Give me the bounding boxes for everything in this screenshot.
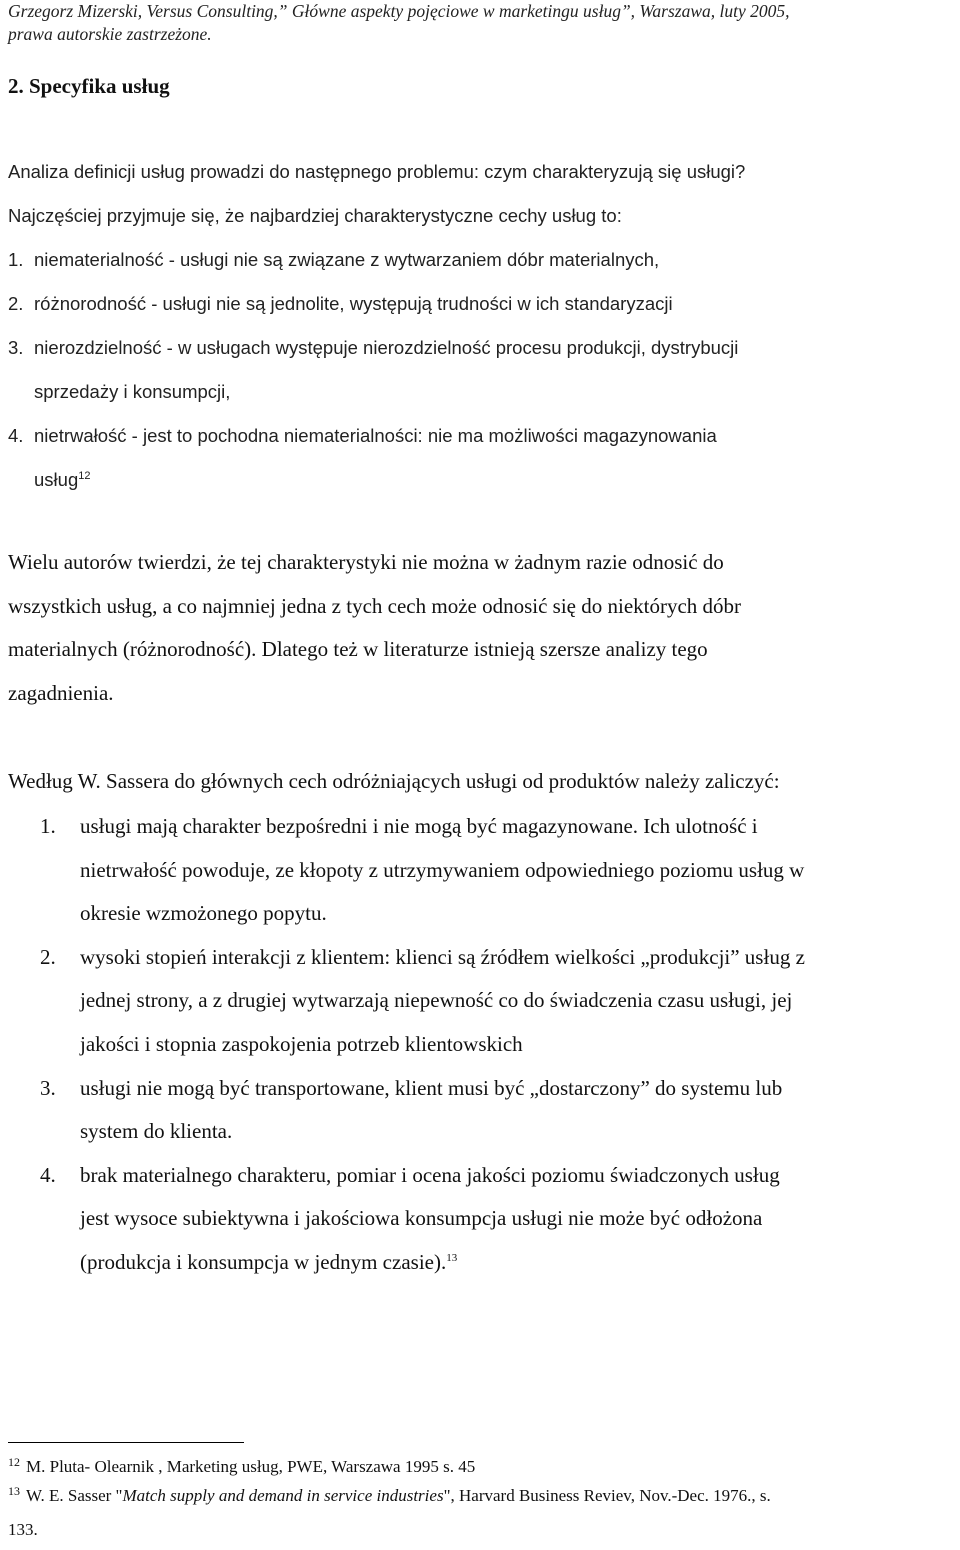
footnote-12 [8, 1452, 958, 1481]
paragraph-line: materialnych (różnorodność). Dlatego też w literaturze istnieją szersze analizy tego [8, 637, 708, 661]
sasser-item-number: 2. [40, 944, 56, 969]
footnote-text: M. Pluta- Olearnik , Marketing usług, PWE, Warszawa 1995 s. 45 [26, 1457, 476, 1476]
sasser-item-text: jakości i stopnia zaspokojenia potrzeb klientowskich [80, 1031, 523, 1056]
sasser-item-3 [8, 1072, 953, 1159]
sasser-item-text: usługi nie mogą być transportowane, klient musi być „dostarczony” do systemu lub [80, 1075, 783, 1100]
feature-text: sprzedaży i konsumpcji, [34, 381, 231, 402]
footnote-ref-12[interactable]: 12 [78, 469, 91, 482]
sasser-intro [8, 765, 953, 809]
sasser-item-4 [8, 1159, 953, 1290]
sasser-list [8, 810, 953, 1290]
sasser-item-text-last [80, 1246, 953, 1290]
feature-item-4 [8, 419, 953, 507]
sasser-item-number: 1. [40, 814, 56, 838]
sasser-item-text: brak materialnego charakteru, pomiar i ocena jakości poziomu świadczonych usług [80, 1162, 780, 1187]
feature-text: niematerialność - usługi nie są związane z wytwarzaniem dóbr materialnych, [34, 249, 660, 270]
sasser-item-text: nietrwałość powoduje, ze kłopoty z utrzymywaniem odpowiedniego poziomu usług w [80, 857, 805, 882]
feature-text: różnorodność - usługi nie są jednolite, występują trudności w ich standaryzacji [34, 293, 673, 314]
feature-number: 1. [8, 249, 24, 270]
feature-text: nierozdzielność - w usługach występuje nierozdzielność procesu produkcji, dystrybucji [34, 337, 739, 358]
feature-text: usług [34, 469, 79, 490]
paragraph-line: zagadnienia. [8, 680, 114, 705]
feature-number: 3. [8, 337, 24, 358]
footnote-13 [8, 1481, 958, 1510]
feature-item-2 [8, 287, 953, 331]
header-line-2: prawa autorskie zastrzeżone. [8, 24, 212, 44]
sasser-item-number: 4. [40, 1162, 56, 1187]
sasser-item-text: jest wysoce subiektywna i jakościowa konsumpcja usługi nie może być odłożona [80, 1206, 763, 1231]
sasser-item-text: okresie wzmożonego popytu. [80, 901, 327, 926]
footnotes [8, 1452, 958, 1542]
header-line-1: Grzegorz Mizerski, Versus Consulting,” Główne aspekty pojęciowe w marketingu usług”, Warszawa, luty 2005, [8, 1, 790, 21]
feature-item-1 [8, 243, 953, 287]
feature-text-last [34, 463, 953, 507]
characteristics-block [8, 155, 953, 507]
sasser-item-text: usługi mają charakter bezpośredni i nie mogą być magazynowane. Ich ulotność i [80, 814, 758, 838]
section-title: 2. Specyfika usług [8, 74, 170, 98]
sasser-item-1 [8, 810, 953, 941]
footnote-13-continued: 133. [8, 1520, 38, 1539]
footnote-text-post: ", Harvard Business Reviev, Nov.-Dec. 1976., s. [443, 1486, 771, 1505]
sasser-item-text: system do klienta. [80, 1119, 233, 1144]
feature-number: 2. [8, 293, 24, 314]
paragraph [8, 546, 953, 720]
feature-text: nietrwałość - jest to pochodna niematerialności: nie ma możliwości magazynowania [34, 425, 717, 446]
sasser-item-text: wysoki stopień interakcji z klientem: klienci są źródłem wielkości „produkcji” usług z [80, 944, 805, 969]
sasser-item-number: 3. [40, 1075, 56, 1100]
sasser-item-text: jednej strony, a z drugiej wytwarzają niepewność co do świadczenia czasu usługi, jej [80, 988, 793, 1013]
feature-number: 4. [8, 425, 24, 446]
footnote-ref-13[interactable]: 13 [446, 1251, 458, 1264]
paragraph-line: wszystkich usług, a co najmniej jedna z tych cech może odnosić się do niektórych dóbr [8, 593, 742, 618]
running-header [8, 0, 953, 46]
footnote-number: 12 [8, 1455, 20, 1469]
footnote-separator [8, 1442, 244, 1443]
footnote-text-pre: W. E. Sasser " [26, 1486, 123, 1505]
sasser-item-2 [8, 941, 953, 1072]
sasser-intro-line: Według W. Sassera do głównych cech odróżniających usługi od produktów należy zaliczyć: [8, 769, 780, 793]
feature-item-3 [8, 331, 953, 419]
paragraph-line: Wielu autorów twierdzi, że tej charakterystyki nie można w żadnym razie odnosić do [8, 550, 724, 574]
footnote-article-title: Match supply and demand in service industries [122, 1486, 444, 1505]
footnote-number: 13 [8, 1484, 20, 1498]
intro-line-2: Najczęściej przyjmuje się, że najbardziej charakterystyczne cechy usług to: [8, 205, 622, 226]
sasser-item-text: (produkcja i konsumpcja w jednym czasie). [80, 1249, 447, 1274]
intro-line-1: Analiza definicji usług prowadzi do następnego problemu: czym charakteryzują się usługi? [8, 161, 746, 182]
